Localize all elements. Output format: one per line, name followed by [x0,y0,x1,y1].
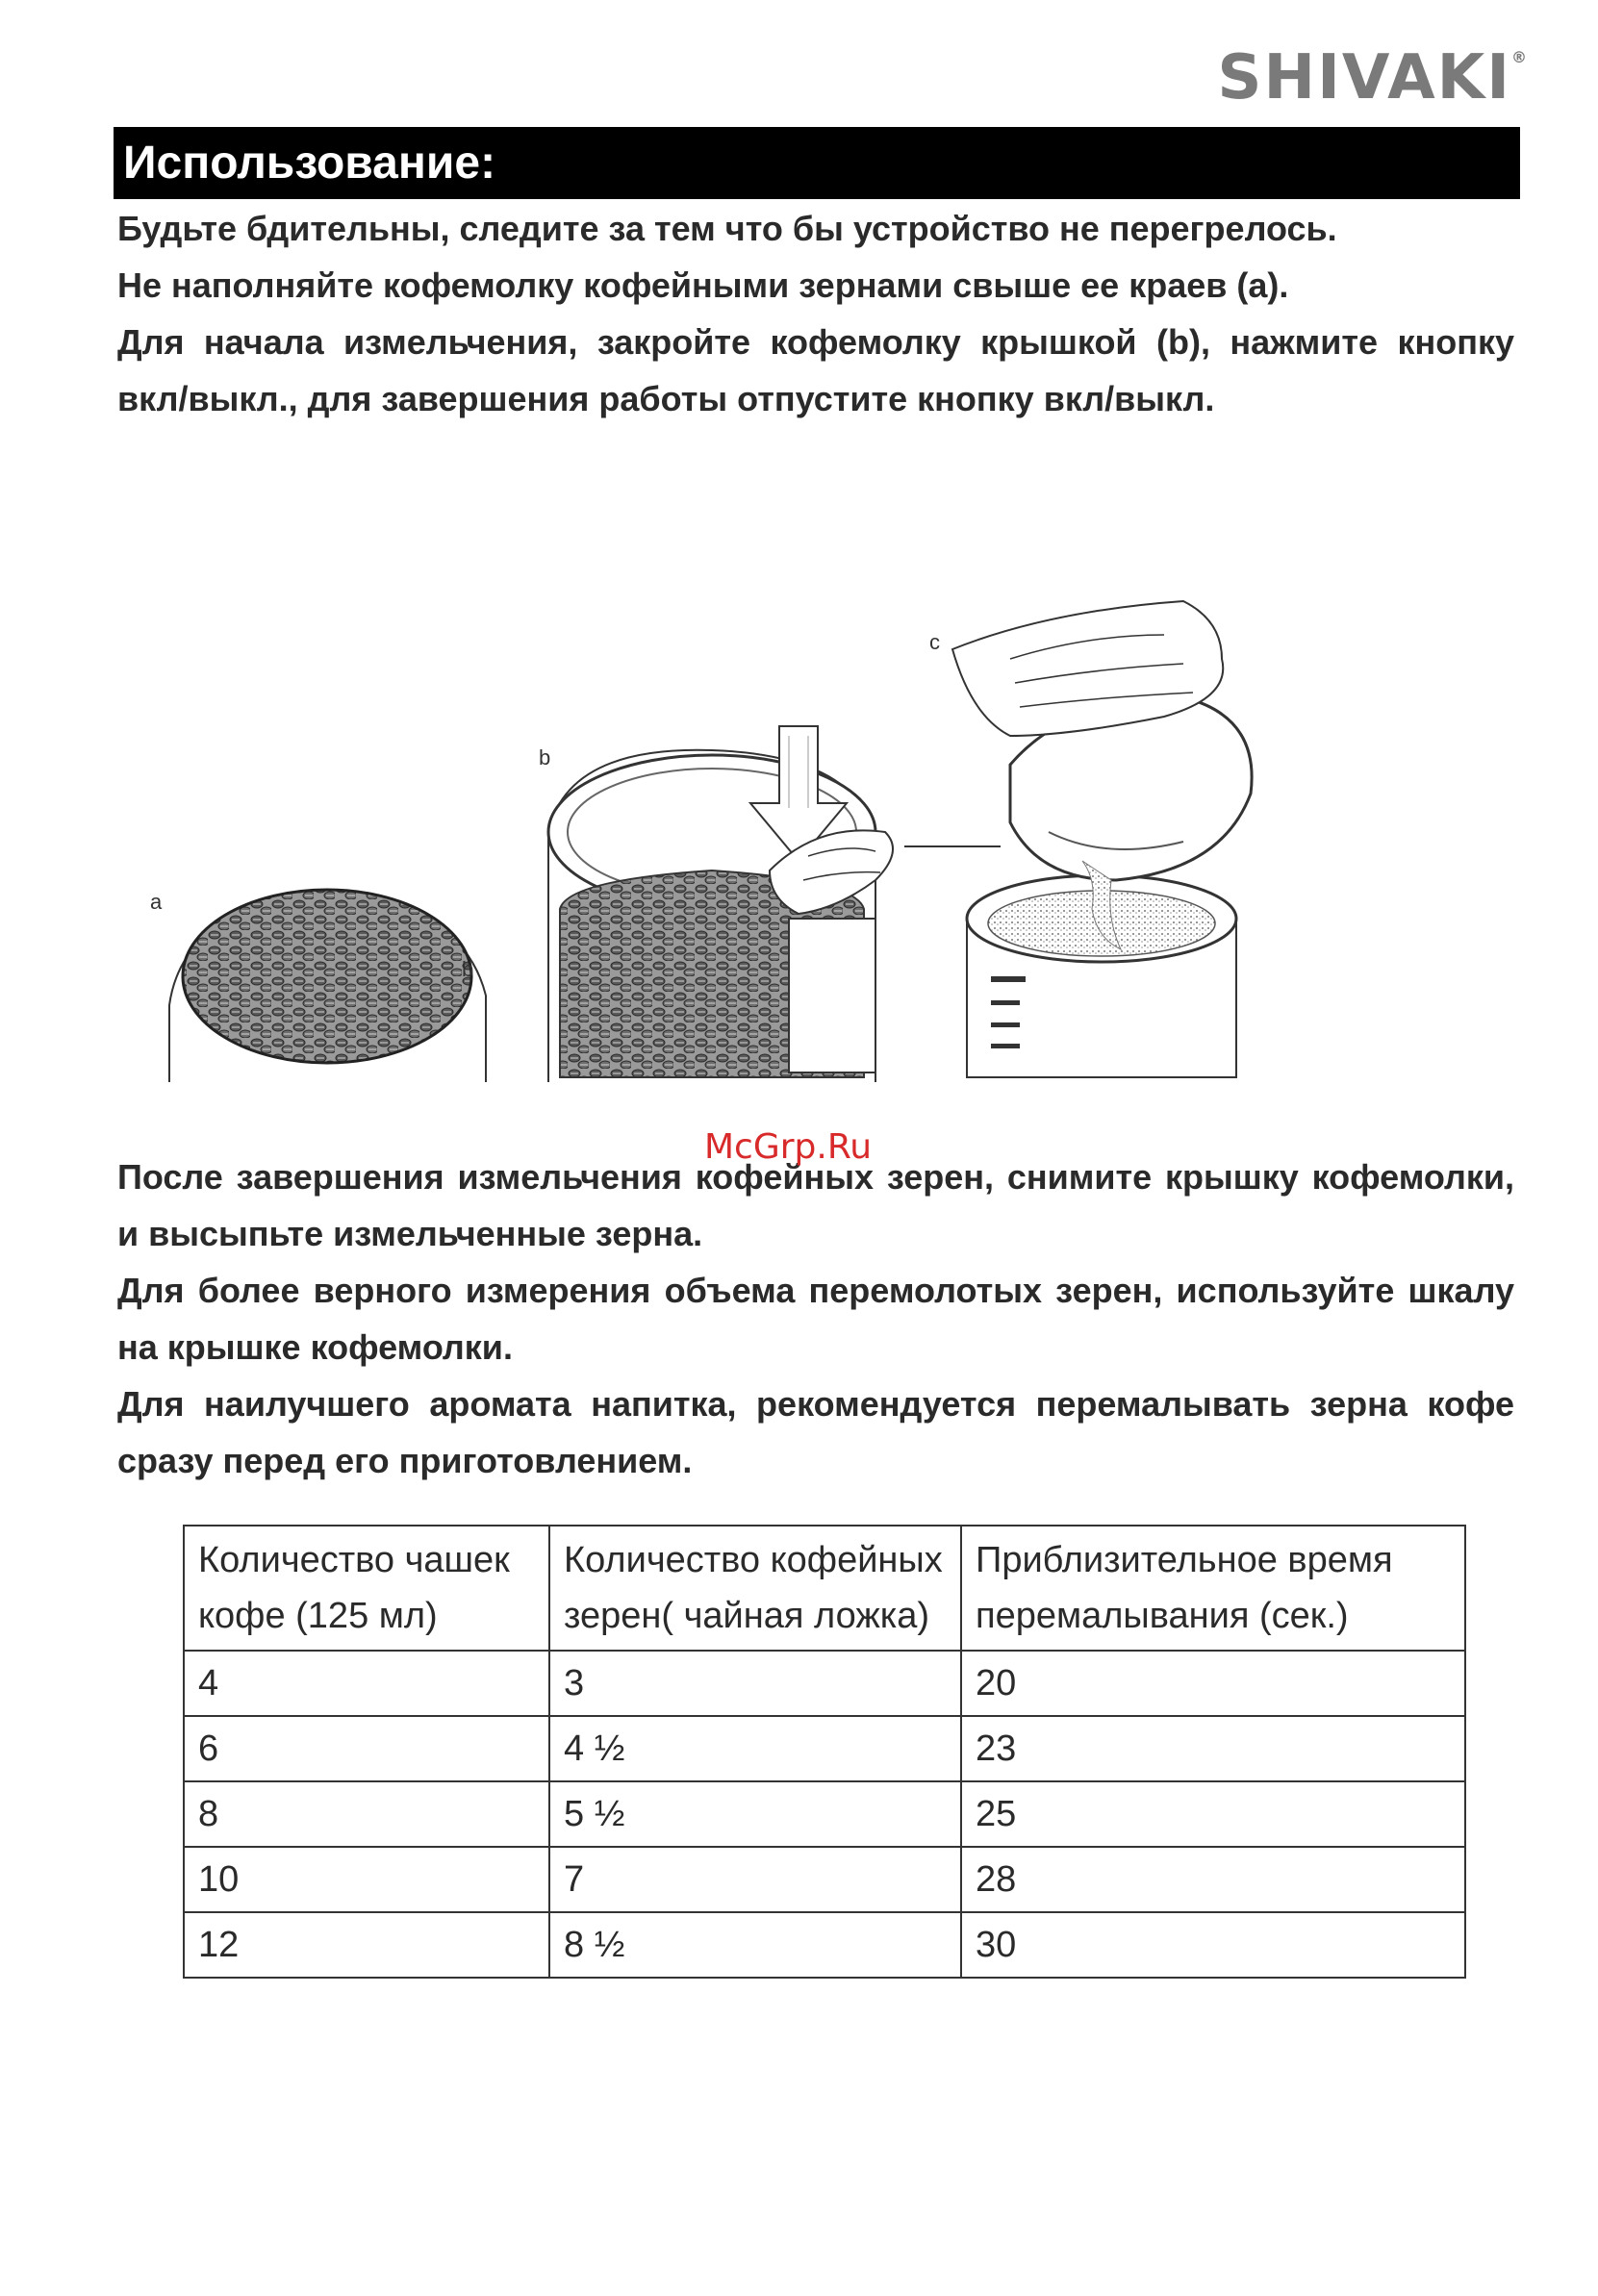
cell-cups: 6 [184,1716,549,1781]
figure-label-c: c [929,630,940,654]
table-header-row [184,1526,1465,1651]
cell-time: 20 [961,1651,1465,1716]
cell-beans: 4 ½ [549,1716,961,1781]
usage-illustration [144,592,1260,1092]
cell-time: 30 [961,1912,1465,1978]
section-title: Использование: [114,127,1520,199]
panel-a [150,890,486,1082]
cell-beans: 7 [549,1847,961,1912]
cell-time: 28 [961,1847,1465,1912]
cell-cups: 8 [184,1781,549,1847]
cell-time: 23 [961,1716,1465,1781]
table-row [184,1716,1465,1781]
paragraph: После завершения измельчения кофейных зерен, снимите крышку кофемолки, и высыпьте измельченные зерна. [117,1157,1514,1253]
header-time: Приблизительное время перемалывания (сек.) [961,1526,1465,1651]
watermark: McGrp.Ru [704,1127,873,1167]
brand-name: SHIVAKI [1217,42,1511,114]
grinding-table [183,1525,1466,1979]
svg-text:b: b [462,957,474,981]
cell-beans: 5 ½ [549,1781,961,1847]
table-row [184,1781,1465,1847]
table-row [184,1651,1465,1716]
table-row [184,1847,1465,1912]
brand-logo [1217,42,1529,114]
paragraph: Будьте бдительны, следите за тем что бы устройство не перегрелось. [117,209,1337,248]
paragraph: Для наилучшего аромата напитка, рекомендуется перемалывать зерна кофе сразу перед его приготовлением. [117,1384,1514,1480]
figure-label-b: b [539,745,551,770]
cell-cups: 12 [184,1912,549,1978]
after-grinding-text [117,1148,1514,1489]
table-row [184,1912,1465,1978]
panel-b [539,726,893,1082]
paragraph: Не наполняйте кофемолку кофейными зернами свыше ее краев (а). [117,265,1289,305]
cell-cups: 4 [184,1651,549,1716]
paragraph: Для начала измельчения, закройте кофемолку крышкой (b), нажмите кнопку вкл/выкл., для завершения работы отпустите кнопку вкл/выкл. [117,322,1514,418]
paragraph: Для более верного измерения объема перемолотых зерен, используйте шкалу на крышке кофемолки. [117,1271,1514,1367]
panel-c [904,601,1252,1077]
cell-beans: 3 [549,1651,961,1716]
intro-text [117,200,1514,427]
cell-beans: 8 ½ [549,1912,961,1978]
header-cups: Количество чашек кофе (125 мл) [184,1526,549,1651]
cell-cups: 10 [184,1847,549,1912]
cell-time: 25 [961,1781,1465,1847]
header-beans: Количество кофейных зерен( чайная ложка) [549,1526,961,1651]
registered-mark: ® [1511,48,1529,66]
figure-label-a: a [150,890,163,914]
